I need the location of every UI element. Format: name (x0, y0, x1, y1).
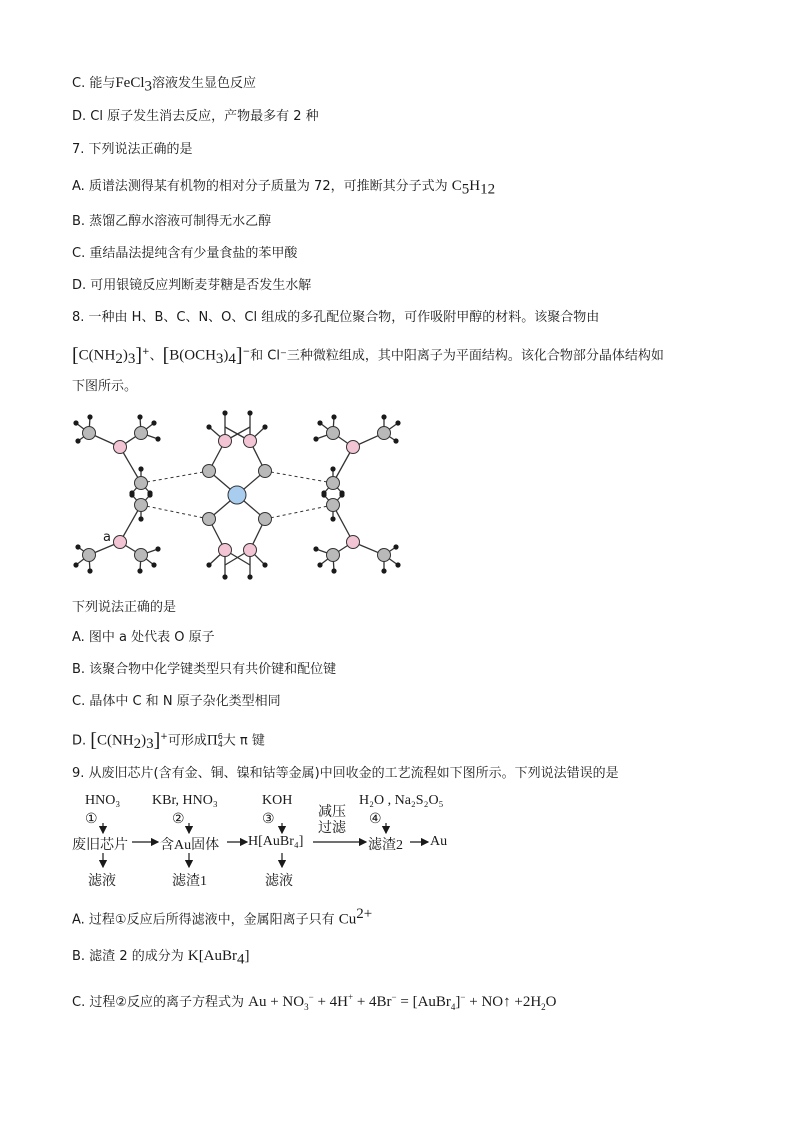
node-chip: 废旧芯片 (72, 838, 128, 853)
option-text: A. 过程①反应后所得滤液中，金属阳离子只有 (72, 912, 339, 928)
charge: + (142, 347, 150, 357)
q9-option-b (72, 947, 250, 969)
eq-subscript: 3 (304, 1002, 309, 1012)
eq-superscript: + (347, 992, 354, 1002)
node-residue-2: 滤渣2 (368, 838, 403, 853)
formula-subscript: 12 (480, 181, 496, 198)
option-d-q6: D. Cl 原子发生消去反应，产物最多有 2 种 (72, 109, 319, 124)
formula-subscript: 3 (127, 350, 136, 367)
ionic-equation (248, 994, 556, 1010)
formula-subscript: 5 (461, 181, 470, 198)
option-text: D. (72, 733, 91, 749)
eq-part: = [AuBr (396, 994, 451, 1010)
bracket: ] (153, 729, 161, 752)
bracket: [ (162, 344, 170, 367)
eq-subscript: 2 (541, 1002, 546, 1012)
eq-superscript: − (460, 992, 466, 1002)
separation-bottom: 过滤 (318, 821, 346, 836)
bracket: [ (90, 729, 97, 752)
anion-formula: B(OCH (169, 347, 216, 364)
flow-arrows (72, 793, 492, 893)
eq-part: ] (455, 994, 461, 1010)
eq-subscript: 4 (450, 1002, 456, 1012)
waste-filtrate-2: 滤液 (265, 874, 293, 889)
waste-filtrate-1: 滤液 (88, 874, 116, 889)
process-flowchart (72, 793, 492, 893)
formula-subscript: 3 (215, 350, 224, 367)
bracket: [ (72, 344, 79, 367)
formula: H (469, 178, 481, 194)
reagent-4: H₂O , Na₂S₂O₅ (359, 793, 444, 808)
q8-option-b: B. 该聚合物中化学键类型只有共价键和配位键 (72, 662, 337, 677)
crystal-structure-figure (68, 405, 408, 585)
formula-subscript: 4 (237, 951, 245, 968)
step-3: ③ (262, 812, 275, 827)
node-au-solid: 含Au固体 (160, 838, 220, 853)
formula-subscript: 2 (133, 735, 142, 752)
eq-superscript: − (308, 992, 314, 1002)
q7-option-b: B. 蒸馏乙醇水溶液可制得无水乙醇 (72, 214, 272, 229)
q8-option-d (72, 728, 265, 753)
reagent-1: HNO₃ (85, 793, 121, 808)
formula: K[AuBr (187, 948, 238, 964)
node-au: Au (430, 834, 448, 849)
formula-subscript: 3 (144, 78, 153, 95)
question-8-stem-3: 下图所示。 (72, 379, 138, 394)
stem-text: 和 Cl⁻三种微粒组成，其中阳离子为平面结构。该化合物部分晶体结构如 (250, 348, 664, 364)
step-1: ① (85, 812, 98, 827)
option-text: C. 过程②反应的离子方程式为 (72, 995, 249, 1010)
option-text: B. 滤渣 2 的成分为 (72, 949, 188, 964)
eq-part: + 4H (313, 994, 348, 1010)
q8-option-c: C. 晶体中 C 和 N 原子杂化类型相同 (72, 694, 281, 709)
reagent-3: KOH (262, 793, 293, 808)
eq-part: + 4Br (353, 994, 392, 1010)
label-a: a (103, 530, 111, 545)
bracket: ] (135, 344, 143, 367)
ion: Cu (338, 911, 357, 928)
eq-superscript: − (391, 992, 397, 1002)
cation-formula: C(NH (78, 347, 116, 364)
charge: − (242, 347, 251, 357)
formula-subscript: 3 (146, 735, 154, 752)
reagent-2: KBr, HNO₃ (152, 793, 218, 808)
question-8-stem-1: 8. 一种由 H、B、C、N、O、Cl 组成的多孔配位聚合物，可作吸附甲醇的材料。该聚合物由 (72, 310, 600, 325)
step-2: ② (172, 812, 185, 827)
option-text: C. 能与 (72, 76, 116, 91)
pi-symbol: Π (206, 732, 218, 749)
option-c-q6 (72, 74, 256, 96)
q7-option-a (72, 177, 495, 199)
pi-subscript: 4 (217, 739, 223, 749)
q9-option-c (72, 988, 557, 1016)
node-haubr4: H[AuBr₄] (248, 834, 304, 849)
charge: + (160, 732, 168, 742)
pi-superscript: 6 (217, 731, 223, 741)
formula-subscript: 2 (115, 350, 123, 367)
q8-option-a: A. 图中 a 处代表 O 原子 (72, 630, 215, 645)
cation-formula: ) (141, 732, 147, 749)
option-text: 溶液发生显色反应 (152, 76, 257, 91)
eq-part: Au + NO (248, 994, 305, 1010)
separation-top: 减压 (318, 805, 346, 820)
cation-formula: C(NH (96, 732, 134, 749)
central-atom (228, 486, 246, 504)
q9-option-a (72, 905, 372, 929)
formula: FeCl (115, 75, 145, 91)
formula: C (451, 178, 462, 194)
bracket: ] (235, 344, 243, 367)
q7-option-d: D. 可用银镜反应判断麦芽糖是否发生水解 (72, 278, 312, 293)
cation-formula: ) (122, 347, 128, 364)
waste-residue-1: 滤渣1 (172, 874, 207, 889)
separator: 、 (149, 348, 163, 364)
formula: ] (244, 948, 250, 964)
formula-subscript: 4 (228, 350, 236, 367)
question-9-stem: 9. 从废旧芯片(含有金、铜、镍和钴等金属)中回收金的工艺流程如下图所示。下列说法错误的是 (72, 766, 619, 781)
eq-part: + NO↑ +2H (465, 994, 542, 1010)
option-text: 大 π 键 (222, 733, 265, 749)
q8-ask: 下列说法正确的是 (72, 600, 177, 615)
question-8-stem-2 (72, 343, 664, 368)
option-text: A. 质谱法测得某有机物的相对分子质量为 72，可推断其分子式为 (72, 179, 452, 194)
step-4: ④ (369, 812, 382, 827)
q7-option-c: C. 重结晶法提纯含有少量食盐的苯甲酸 (72, 246, 298, 261)
eq-part: O (545, 994, 557, 1010)
ion-charge: 2+ (356, 906, 373, 922)
question-7-stem: 7. 下列说法正确的是 (72, 142, 193, 157)
option-text: 可形成 (167, 733, 207, 749)
anion-formula: ) (223, 347, 229, 364)
